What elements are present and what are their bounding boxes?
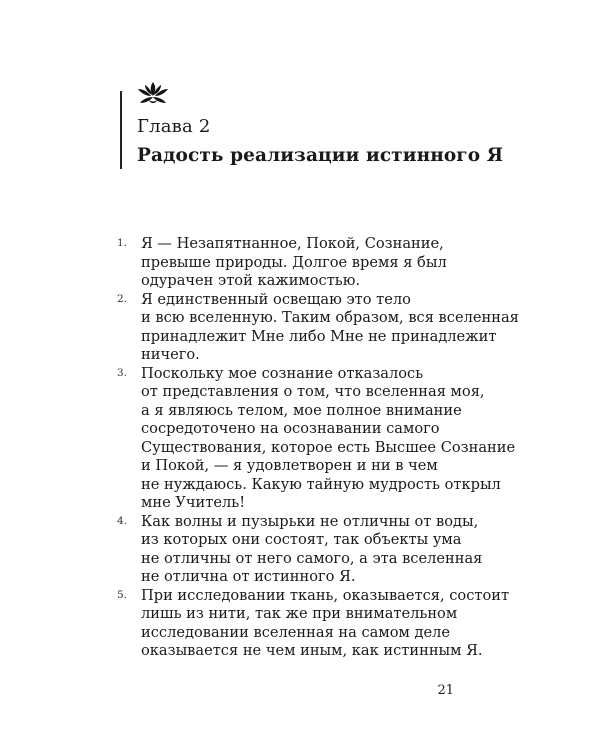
verse-text-line: одурачен этой кажимостью. [141,272,361,289]
verse-text-line: превыше природы. Долгое время я был [141,253,447,271]
verse-text-line: Я единственный освещаю это тело [141,290,411,308]
page-number: 21 [437,683,454,698]
verse-text-line: и всю вселенную. Таким образом, вся вселенная [141,309,519,326]
lotus-flower-icon [136,80,170,106]
chapter-title: Радость реализации истинного Я [137,145,504,166]
chapter-label: Глава 2 [137,116,211,137]
verse-item [117,235,497,291]
verse-number: 5. [117,588,128,601]
verse-text-line: сосредоточено на осознавании самого [141,420,440,437]
verse-list [117,235,519,661]
verse-text-line: лишь из нити, так же при внимательном [141,605,458,622]
verse-text-line: При исследовании ткань, оказывается, состоит [141,586,510,604]
verse-number: 1. [117,237,128,249]
verse-item [117,290,519,365]
verse-text-line: принадлежит Мне либо Мне не принадлежит [141,327,497,345]
verse-text-line: исследовании вселенная на самом деле [141,623,451,641]
verse-text-line: и Покой, — я удовлетворен и ни в чем [141,457,438,474]
verse-number: 3. [117,366,128,379]
verse-item [117,513,497,587]
verse-text-line: не отличны от него самого, а эта вселенная [141,549,483,567]
verse-text-line: ничего. [141,346,200,363]
verse-text-line: Как волны и пузырьки не отличны от воды, [141,512,479,530]
verse-text-line: оказывается не чем иным, как истинным Я. [141,642,483,659]
verse-text-line: Поскольку мое сознание отказалось [141,364,424,382]
verse-item [117,586,510,661]
verse-text-line: Существования, которое есть Высшее Сознание [141,438,516,456]
verse-text-line: от представления о том, что вселенная моя, [141,383,485,400]
verse-text-line: не отлична от истинного Я. [141,568,356,585]
verse-number: 4. [117,514,128,527]
verse-text-line: не нуждаюсь. Какую тайную мудрость открыл [141,475,501,493]
chapter-vertical-rule [120,91,122,169]
verse-text-line: из которых они состоят, так объекты ума [141,531,462,548]
verse-text-line: Я — Незапятнанное, Покой, Сознание, [141,235,444,252]
verse-text-line: а я являюсь телом, мое полное внимание [141,401,462,419]
verse-number: 2. [117,292,128,305]
verse-item [117,364,516,513]
verse-text-line: мне Учитель! [141,494,246,511]
